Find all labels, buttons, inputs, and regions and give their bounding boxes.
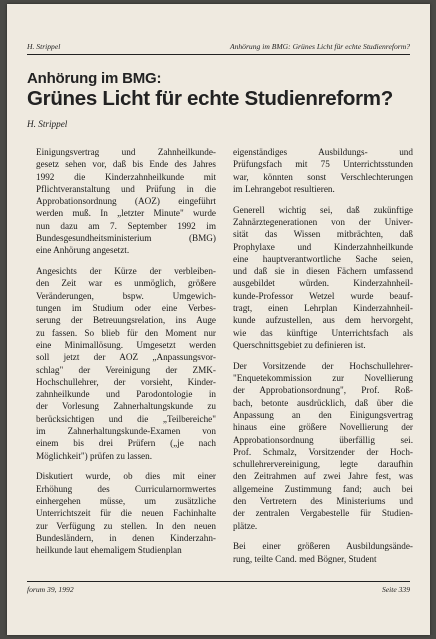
- text-line: der Approbationsordnung", Prof. Roß-: [233, 385, 413, 396]
- text-line: schlag" der Vereinigung der ZMK-: [36, 364, 216, 375]
- paragraph: [224, 204, 413, 352]
- text-line: wie das künftige Unterrichtsfach als: [233, 327, 413, 338]
- text-line: Approbationsordnung überfällig sei.: [233, 434, 413, 445]
- text-line: Prof. Schmalz, Vorsitzender der Hoch-: [233, 446, 413, 457]
- text-line: rung, teilte Cand. med Bögner, Student: [233, 553, 377, 564]
- text-line: Unterrichtszeit für die neuen Fachinhalte: [36, 508, 216, 519]
- text-line: nun dazu am 7. September 1992 im: [36, 220, 216, 231]
- text-line: zu fassen. So blieb für den Moment nur: [36, 327, 216, 338]
- running-head-author: H. Strippel: [27, 42, 61, 51]
- text-line: gesetz sehen vor, daß bis Ende des Jahres: [36, 159, 216, 170]
- text-line: sität das Wissen mitbrächten, daß: [233, 229, 413, 240]
- paragraph: [224, 540, 413, 565]
- article-title: Grünes Licht für echte Studienreform?: [27, 87, 393, 110]
- text-line: Hochschullehrer, der vorsieht, Kinder-: [36, 376, 216, 387]
- text-line: eine Minimallösung. Umgesetzt werden: [36, 339, 216, 350]
- text-line: Bei einer größeren Ausbildungsände-: [233, 541, 413, 552]
- text-line: heilkunde laut ehemaligem Studienplan: [36, 545, 182, 556]
- text-line: Querschnittsgebiet zu definieren ist.: [233, 339, 366, 350]
- text-line: Veränderungen, bspw. Umgewich-: [36, 290, 216, 301]
- paragraph: [27, 265, 216, 462]
- text-line: Zahnärztegenerationen von der Univer-: [233, 216, 413, 227]
- text-line: eigenständiges Ausbildungs- und: [233, 147, 413, 157]
- page-footer: [27, 581, 410, 594]
- text-line: kunde aufzustellen, aus dem hervorgeht,: [233, 315, 413, 326]
- paragraph: [224, 146, 413, 195]
- text-line: Pflichtveranstaltung und Prüfung in die: [36, 183, 216, 194]
- text-line: im Zahnerhaltungskunde-Examen von: [36, 426, 216, 437]
- text-line: allgemeine Zustimmung fand; auch bei: [233, 483, 413, 494]
- text-line: bach, betonte ausdrücklich, daß über die: [233, 397, 413, 408]
- text-line: schullehrervereinigung, legte daraufhin: [233, 459, 413, 470]
- text-line: Der Vorsitzende der Hochschullehrer-: [233, 360, 413, 371]
- text-line: Generell wichtig sei, daß zukünftige: [233, 204, 413, 215]
- text-line: Bundesländern, in denen Kinderzahn-: [36, 532, 216, 543]
- text-line: 1992 die Kinderzahnheilkunde mit: [36, 171, 216, 182]
- text-line: einem bis drei Prüfern („je nach: [36, 438, 216, 449]
- text-line: und daß sie in diesen Fächern umfassend: [233, 266, 413, 277]
- page: [7, 4, 430, 635]
- text-line: werden muß. In „letzter Minute" wurde: [36, 208, 216, 219]
- text-line: berücksichtigen und die „Teilbereiche": [36, 413, 216, 424]
- paragraph: [27, 470, 216, 556]
- text-line: den Zeit war es unmöglich, größere: [36, 278, 216, 289]
- text-line: eine Anhörung angesetzt.: [36, 245, 130, 256]
- right-column: [224, 146, 413, 574]
- text-line: "Enquetekommission zur Novellierung: [233, 373, 413, 384]
- text-line: Möglichkeit") prüfen zu lassen.: [36, 450, 153, 461]
- footer-journal: forum 39, 1992: [27, 585, 74, 594]
- text-line: Prophylaxe und Kinderzahnheilkunde: [233, 241, 413, 252]
- text-line: einhergehen müsse, um zusätzliche: [36, 496, 216, 507]
- text-line: Diskutiert wurde, ob dies mit einer: [36, 471, 216, 482]
- text-line: serung der Betreuungsrelation, ins Auge: [36, 315, 216, 326]
- text-line: Approbationsordnung (AOZ) eingeführt: [36, 196, 216, 207]
- text-line: ausgebildet würden. Kinderzahnheil-: [233, 278, 413, 289]
- text-line: Prüfungsfach mit 75 Unterrichtsstunden: [233, 159, 413, 170]
- footer-page-number: Seite 339: [381, 585, 410, 594]
- text-line: soll jetzt der AOZ „Anpassungsvor-: [36, 352, 216, 363]
- running-head: [27, 42, 410, 55]
- text-line: plätze.: [233, 520, 258, 531]
- running-head-title: Anhörung im BMG: Grünes Licht für echte Studienreform?: [229, 42, 410, 51]
- article-kicker: Anhörung im BMG:: [27, 70, 162, 87]
- text-line: zur Verfügung zu stellen. In den neuen: [36, 520, 216, 531]
- text-line: im Lehrangebot resultieren.: [233, 183, 335, 194]
- text-line: den Vertretern des Ministeriums und: [233, 496, 413, 507]
- text-line: kunde-Professor Wetzel wurde beauf-: [233, 290, 413, 301]
- text-line: tragt, einen Lehrplan Kinderzahnheil-: [233, 303, 413, 314]
- text-line: Angesichts der Kürze der verbleiben-: [36, 266, 216, 277]
- text-line: war, könnten sonst Verschlechterungen: [233, 171, 413, 182]
- left-column: [27, 146, 216, 565]
- text-line: der zentralen Vergabestelle für Studien-: [233, 508, 413, 519]
- text-line: Einigungsvertrag und Zahnheilkunde-: [36, 147, 216, 157]
- article-author: H. Strippel: [27, 119, 68, 129]
- text-line: tungen im Studium oder eine Verbes-: [36, 303, 216, 314]
- text-line: Erhöhung des Curricularnormwertes: [36, 483, 216, 494]
- text-line: Anpassung an den Einigungsvertrag: [233, 409, 413, 420]
- text-line: hinaus eine größere Novellierung der: [233, 422, 413, 433]
- text-line: zahnheilkunde und Parodontologie in: [36, 389, 216, 400]
- text-line: den Zeitrahmen auf zwei Jahre fest, was: [233, 471, 413, 482]
- text-line: eine hauptverantwortliche Sache seien,: [233, 253, 413, 264]
- text-line: Bundesgesundheitsministerium (BMG): [36, 233, 216, 244]
- paragraph: [224, 360, 413, 532]
- paragraph: [27, 146, 216, 257]
- text-line: der Vorlesung Zahnerhaltungskunde zu: [36, 401, 216, 412]
